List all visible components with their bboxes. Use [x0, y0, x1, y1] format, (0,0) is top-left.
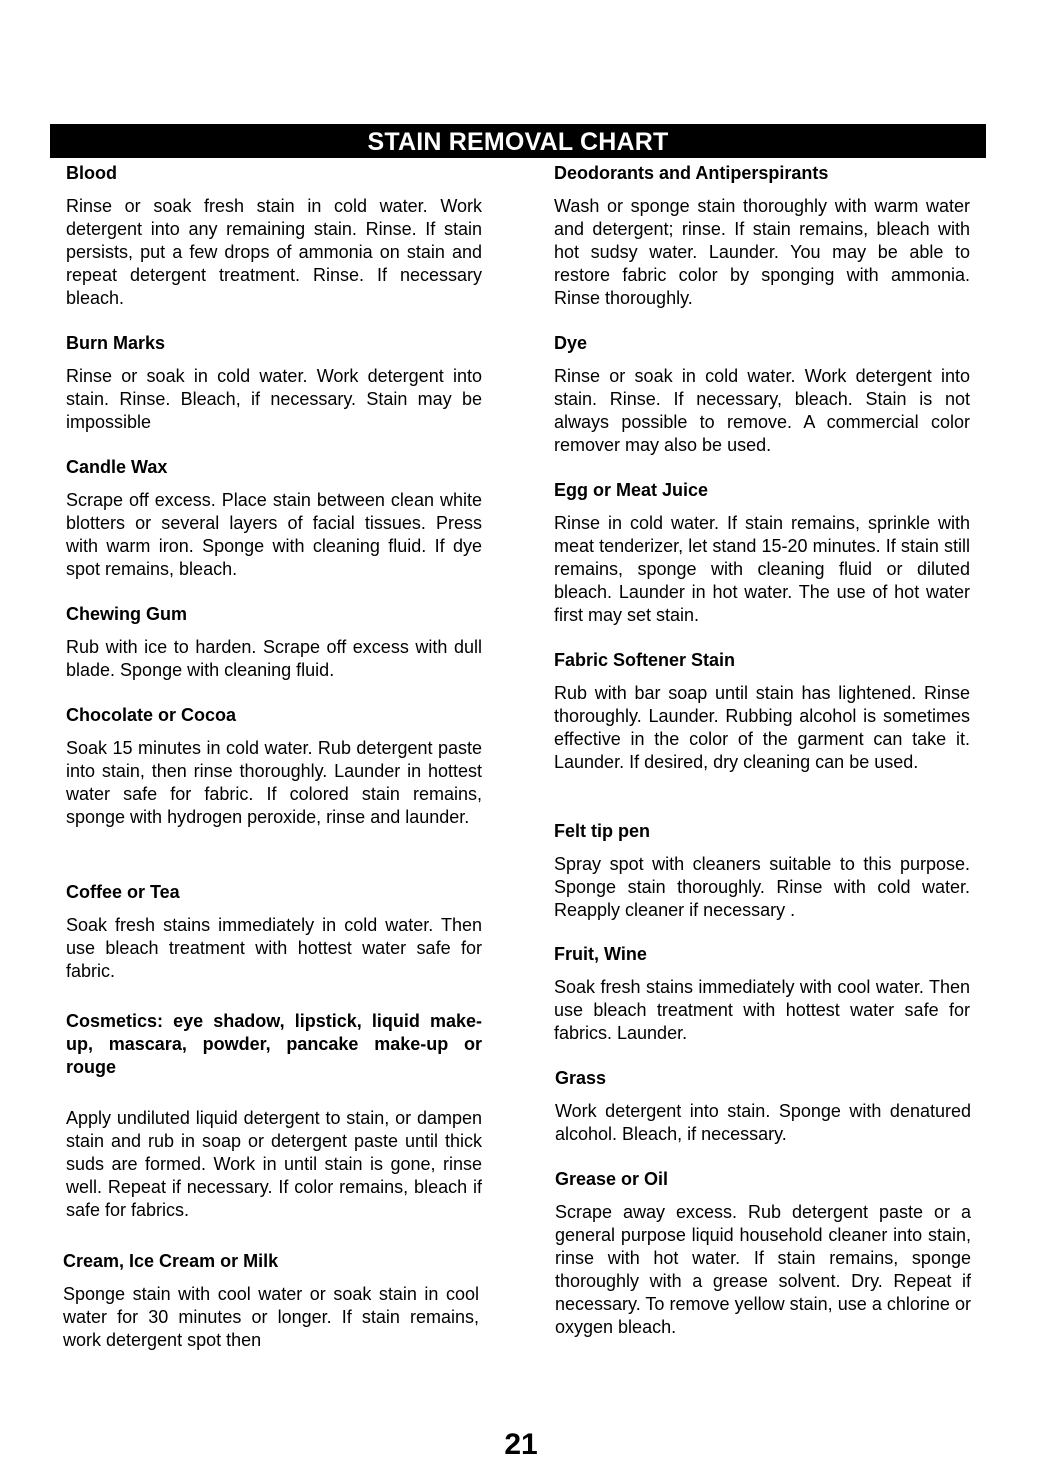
stain-heading: Deodorants and Antiperspirants — [554, 163, 829, 183]
stain-entry-chewing-gum — [66, 603, 482, 682]
stain-instructions: Soak fresh stains immediately in cold water. Then use bleach treatment with hottest water safe for fabric. — [66, 915, 482, 981]
stain-entry-deodorants — [554, 162, 970, 310]
stain-heading: Grease or Oil — [555, 1169, 669, 1189]
stain-entry-chocolate-cocoa — [66, 704, 482, 829]
page-title: STAIN REMOVAL CHART — [50, 124, 986, 158]
stain-entry-blood — [66, 162, 482, 310]
stain-instructions: Apply undiluted liquid detergent to stain, or dampen stain and rub in soap or detergent paste until thick suds are formed. Work in until stain is gone, rinse well. Repeat if necessary. If color remains, bleach if safe for fabrics. — [66, 1108, 482, 1220]
stain-heading: Cream, Ice Cream or Milk — [63, 1251, 279, 1271]
stain-instructions: Soak 15 minutes in cold water. Rub detergent paste into stain, then rinse thoroughly. Launder in hottest water safe for fabric. If colored stain remains, sponge with hydrogen peroxide, rinse and launder. — [66, 738, 482, 827]
stain-heading: Grass — [555, 1068, 607, 1088]
stain-entry-cosmetics — [66, 1010, 482, 1222]
stain-heading: Candle Wax — [66, 457, 168, 477]
stain-instructions: Rinse or soak in cold water. Work detergent into stain. Rinse. Bleach, if necessary. Stain may be impossible — [66, 366, 482, 432]
stain-entry-felt-tip-pen — [554, 820, 970, 922]
stain-entry-candle-wax — [66, 456, 482, 581]
stain-instructions: Wash or sponge stain thoroughly with warm water and detergent; rinse. If stain remains, bleach with hot sudsy water. Launder. You may be able to restore fabric color by sponging with ammonia. Rinse thoroughly. — [554, 196, 970, 308]
stain-instructions: Work detergent into stain. Sponge with denatured alcohol. Bleach, if necessary. — [555, 1101, 971, 1144]
stain-instructions: Scrape off excess. Place stain between clean white blotters or several layers of facial tissues. Press with warm iron. Sponge with cleaning fluid. If dye spot remains, bleach. — [66, 490, 482, 579]
stain-instructions: Rinse or soak in cold water. Work detergent into stain. Rinse. If necessary, bleach. Stain is not always possible to remove. A commercial color remover may also be used. — [554, 366, 970, 455]
stain-instructions: Scrape away excess. Rub detergent paste or a general purpose liquid household cleaner into stain, rinse with hot water. If stain remains, sponge thoroughly with a grease solvent. Dry. Repeat if necessary. To remove yellow stain, use a chlorine or oxygen bleach. — [555, 1202, 971, 1337]
stain-instructions: Rub with bar soap until stain has lightened. Rinse thoroughly. Launder. Rubbing alcohol is sometimes effective in the color of the garment can take it. Launder. If desired, dry cleaning can be used. — [554, 683, 970, 772]
stain-entry-fruit-wine — [554, 943, 970, 1045]
stain-instructions: Rinse in cold water. If stain remains, sprinkle with meat tenderizer, let stand 15-20 minutes. If stain still remains, sponge with cleaning fluid or diluted bleach. Launder in hot water. The use of hot water first may set stain. — [554, 513, 970, 625]
page-number: 21 — [504, 1428, 538, 1461]
stain-heading: Dye — [554, 333, 588, 353]
stain-heading: Blood — [66, 163, 117, 183]
stain-instructions: Soak fresh stains immediately with cool water. Then use bleach treatment with hottest water safe for fabrics. Launder. — [554, 977, 970, 1043]
stain-entry-coffee-tea — [66, 881, 482, 983]
stain-instructions: Rub with ice to harden. Scrape off excess with dull blade. Sponge with cleaning fluid. — [66, 637, 482, 680]
stain-entry-burn-marks — [66, 332, 482, 434]
stain-entry-dye — [554, 332, 970, 457]
stain-heading: Coffee or Tea — [66, 882, 180, 902]
stain-instructions: Sponge stain with cool water or soak stain in cool water for 30 minutes or longer. If stain remains, work detergent spot then — [63, 1284, 479, 1350]
stain-heading: Burn Marks — [66, 333, 166, 353]
stain-heading: Cosmetics: eye shadow, lipstick, liquid make-up, mascara, powder, pancake make-up or rouge — [66, 1011, 482, 1077]
stain-heading: Chocolate or Cocoa — [66, 705, 237, 725]
stain-instructions: Spray spot with cleaners suitable to this purpose. Sponge stain thoroughly. Rinse with cold water. Reapply cleaner if necessary . — [554, 854, 970, 920]
stain-heading: Felt tip pen — [554, 821, 650, 841]
stain-instructions: Rinse or soak fresh stain in cold water. Work detergent into any remaining stain. Rinse. If stain persists, put a few drops of ammonia on stain and repeat detergent treatment. Rinse. If necessary bleach. — [66, 196, 482, 308]
stain-entry-grass — [555, 1067, 971, 1146]
stain-entry-grease-oil — [555, 1168, 971, 1339]
stain-heading: Fruit, Wine — [554, 944, 647, 964]
stain-entry-egg-meat-juice — [554, 479, 970, 627]
stain-heading: Egg or Meat Juice — [554, 480, 709, 500]
stain-heading: Chewing Gum — [66, 604, 187, 624]
stain-heading: Fabric Softener Stain — [554, 650, 736, 670]
stain-entry-fabric-softener — [554, 649, 970, 774]
stain-entry-cream-milk — [63, 1250, 479, 1352]
